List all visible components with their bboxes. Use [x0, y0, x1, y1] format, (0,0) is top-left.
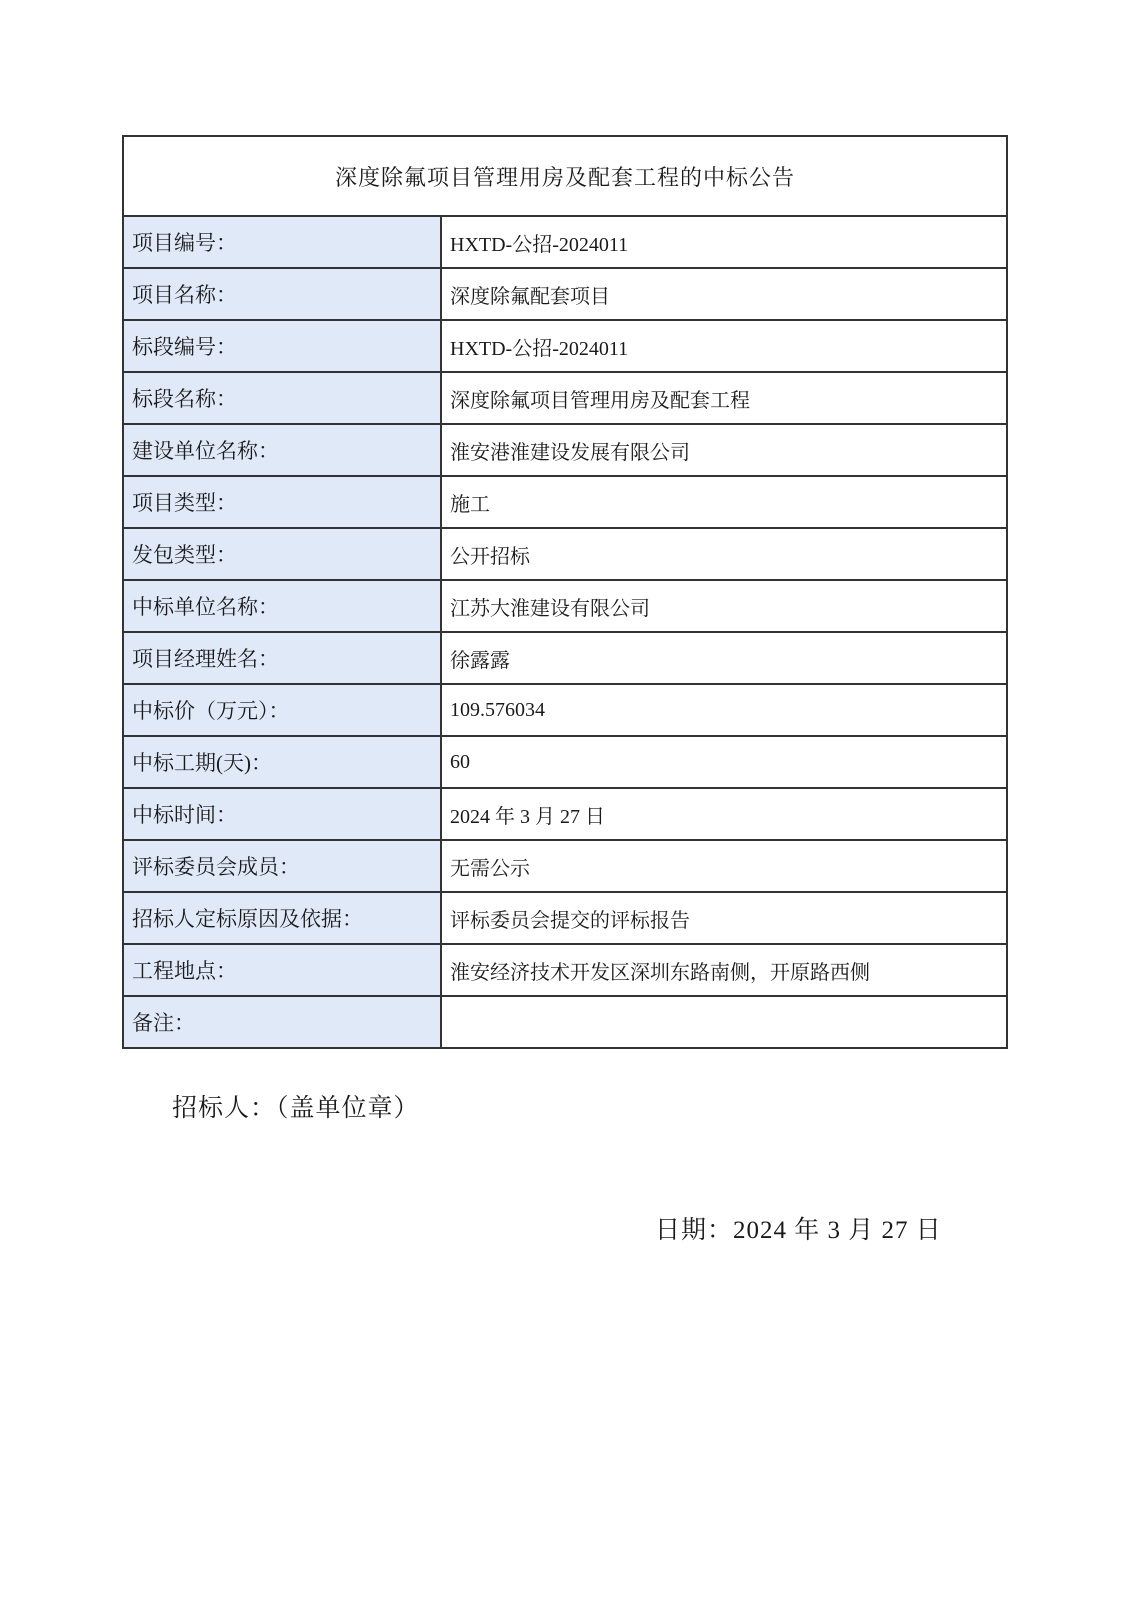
announcement-title: 深度除氟项目管理用房及配套工程的中标公告	[124, 137, 1006, 215]
table-row-contract-type	[124, 527, 1006, 579]
row-label: 项目类型：	[124, 477, 442, 527]
row-label: 中标时间：	[124, 789, 442, 839]
row-label: 招标人定标原因及依据：	[124, 893, 442, 943]
table-row-winning-unit	[124, 579, 1006, 631]
row-label: 工程地点：	[124, 945, 442, 995]
row-value: HXTD-公招-2024011	[442, 217, 1006, 267]
row-value: 施工	[442, 477, 1006, 527]
bidder-signature-line: 招标人：（盖单位章）	[172, 1095, 420, 1122]
row-label: 项目经理姓名：	[124, 633, 442, 683]
table-row-award-basis	[124, 891, 1006, 943]
table-row-project-type	[124, 475, 1006, 527]
row-label: 建设单位名称：	[124, 425, 442, 475]
table-row-project-number	[124, 215, 1006, 267]
table-row-project-manager	[124, 631, 1006, 683]
row-value: 深度除氟项目管理用房及配套工程	[442, 373, 1006, 423]
row-value: HXTD-公招-2024011	[442, 321, 1006, 371]
row-value: 淮安港淮建设发展有限公司	[442, 425, 1006, 475]
table-row-section-number	[124, 319, 1006, 371]
row-label: 项目名称：	[124, 269, 442, 319]
announcement-table	[122, 135, 1008, 1049]
table-row-winning-price	[124, 683, 1006, 735]
table-row-project-location	[124, 943, 1006, 995]
table-row-construction-unit	[124, 423, 1006, 475]
row-value: 淮安经济技术开发区深圳东路南侧，开原路西侧	[442, 945, 1006, 995]
row-value: 无需公示	[442, 841, 1006, 891]
row-label: 评标委员会成员：	[124, 841, 442, 891]
table-row-section-name	[124, 371, 1006, 423]
row-label: 标段名称：	[124, 373, 442, 423]
row-label: 项目编号：	[124, 217, 442, 267]
row-value: 评标委员会提交的评标报告	[442, 893, 1006, 943]
table-row-project-name	[124, 267, 1006, 319]
row-value: 2024 年 3 月 27 日	[442, 789, 1006, 839]
row-label: 中标单位名称：	[124, 581, 442, 631]
row-label: 中标价（万元）：	[124, 685, 442, 735]
row-value: 江苏大淮建设有限公司	[442, 581, 1006, 631]
row-label: 备注：	[124, 997, 442, 1047]
row-label: 中标工期(天)：	[124, 737, 442, 787]
table-row-construction-period	[124, 735, 1006, 787]
row-value: 徐露露	[442, 633, 1006, 683]
row-value	[442, 997, 1006, 1047]
row-value: 109.576034	[442, 685, 1006, 735]
table-row-evaluation-committee	[124, 839, 1006, 891]
table-row-remarks	[124, 995, 1006, 1047]
row-label: 标段编号：	[124, 321, 442, 371]
row-value: 公开招标	[442, 529, 1006, 579]
table-row-winning-time	[124, 787, 1006, 839]
date-line: 日期：2024 年 3 月 27 日	[655, 1217, 942, 1244]
row-label: 发包类型：	[124, 529, 442, 579]
row-value: 60	[442, 737, 1006, 787]
row-value: 深度除氟配套项目	[442, 269, 1006, 319]
